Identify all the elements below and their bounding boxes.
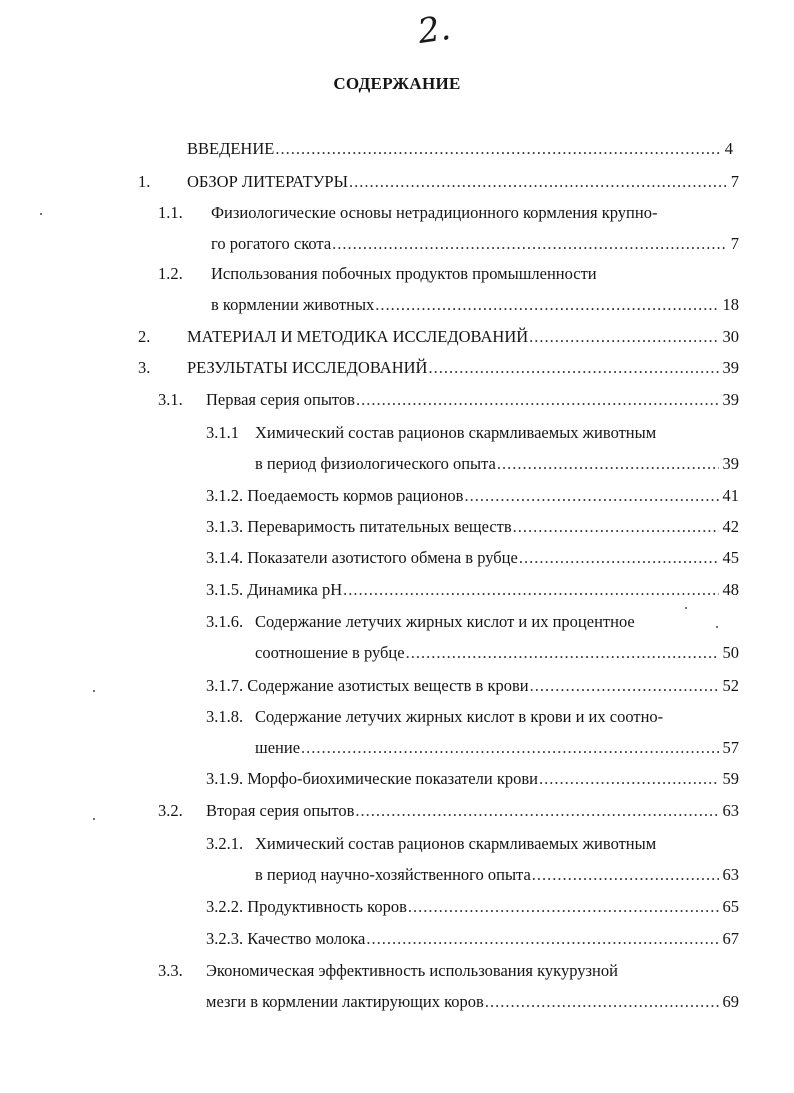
toc-page: 45 <box>722 548 739 567</box>
scan-speck <box>93 690 95 692</box>
toc-page: 48 <box>722 580 739 599</box>
toc-label-line1: Физиологические основы нетрадиционного кормления крупно- <box>211 203 658 222</box>
toc-page: 30 <box>722 327 739 346</box>
toc-leader <box>331 234 727 254</box>
toc-number: 3.3. <box>158 961 183 980</box>
toc-number: 3.2.3. <box>206 929 244 948</box>
toc-page: 65 <box>722 897 739 916</box>
toc-number: 1. <box>138 172 151 191</box>
toc-page: 4 <box>724 139 733 158</box>
toc-page: 7 <box>730 234 739 253</box>
page-title: СОДЕРЖАНИЕ <box>333 74 461 93</box>
toc-number: 1.1. <box>158 203 183 222</box>
toc-label-line1: Химический состав рационов скармливаемых животным <box>255 834 657 853</box>
toc-label: Вторая серия опытов <box>206 801 355 820</box>
toc-page: 42 <box>722 517 739 536</box>
toc-number: 3.1.7. <box>206 676 244 695</box>
toc-number: 3.1.4. <box>206 548 244 567</box>
toc-number: 3.2.2. <box>206 897 244 916</box>
toc-label: в кормлении животных <box>211 295 375 314</box>
toc-leader <box>427 358 718 378</box>
handwritten-page-number: 2. <box>415 7 454 53</box>
toc-number: 3.1.5. <box>206 580 244 599</box>
toc-leader <box>531 865 719 885</box>
toc-page: 59 <box>722 769 739 788</box>
toc-label-line1: Использования побочных продуктов промышленности <box>211 264 597 283</box>
toc-number: 3.1.6. <box>206 612 244 631</box>
toc-number: 3. <box>138 358 151 377</box>
toc-page: 57 <box>722 738 739 757</box>
toc-label: в период физиологического опыта <box>255 454 496 473</box>
toc-label: Динамика pH <box>247 580 343 599</box>
toc-label: Содержание азотистых веществ в крови <box>247 676 529 695</box>
toc-number: 3.2. <box>158 801 183 820</box>
scan-speck <box>93 818 95 820</box>
toc-page: 63 <box>722 801 739 820</box>
toc-leader <box>342 580 718 600</box>
toc-leader <box>405 643 719 663</box>
toc-label: в период научно-хозяйственного опыта <box>255 865 531 884</box>
toc-label: ВВЕДЕНИЕ <box>187 139 275 158</box>
toc-number: 3.1.9. <box>206 769 244 788</box>
toc-leader <box>463 486 718 506</box>
toc-leader <box>512 517 719 537</box>
toc-label-line1: Содержание летучих жирных кислот и их процентное <box>255 612 635 631</box>
toc-label: Первая серия опытов <box>206 390 355 409</box>
toc-leader <box>374 295 718 315</box>
toc-label: Продуктивность коров <box>247 897 407 916</box>
toc-label: РЕЗУЛЬТАТЫ ИССЛЕДОВАНИЙ <box>187 358 428 377</box>
scan-speck <box>716 626 718 628</box>
toc-leader <box>529 676 719 696</box>
toc-label-line1: Экономическая эффективность использования кукурузной <box>206 961 618 980</box>
toc-leader <box>496 454 719 474</box>
toc-leader <box>484 992 719 1012</box>
toc-leader <box>300 738 718 758</box>
toc-leader <box>355 390 719 410</box>
toc-page: 52 <box>722 676 739 695</box>
toc-label-line1: Химический состав рационов скармливаемых животным <box>255 423 657 442</box>
toc-leader <box>407 897 719 917</box>
toc-label: МАТЕРИАЛ И МЕТОДИКА ИССЛЕДОВАНИЙ <box>187 327 529 346</box>
toc-label-line1: Содержание летучих жирных кислот в крови и их соотно- <box>255 707 664 726</box>
toc-number: 3.2.1. <box>206 834 244 853</box>
toc-label: Качество молока <box>247 929 366 948</box>
toc-label: мезги в кормлении лактирующих коров <box>206 992 484 1011</box>
toc-leader <box>365 929 718 949</box>
toc-page: 67 <box>722 929 739 948</box>
toc-number: 1.2. <box>158 264 183 283</box>
toc-label: соотношение в рубце <box>255 643 405 662</box>
toc-label: Показатели азотистого обмена в рубце <box>247 548 518 567</box>
toc-label: го рогатого скота <box>211 234 332 253</box>
toc-label: Морфо-биохимические показатели крови <box>247 769 538 788</box>
toc-page: 63 <box>722 865 739 884</box>
toc-page: 18 <box>722 295 739 314</box>
toc-number: 3.1. <box>158 390 183 409</box>
toc-number: 3.1.3. <box>206 517 244 536</box>
toc-page: 7 <box>730 172 739 191</box>
toc-page: 39 <box>722 390 739 409</box>
scan-speck <box>685 607 687 609</box>
toc-page: 50 <box>722 643 739 662</box>
toc-page: 39 <box>722 358 739 377</box>
toc-number: 3.1.2. <box>206 486 244 505</box>
toc-number: 2. <box>138 327 151 346</box>
toc-leader <box>354 801 718 821</box>
toc-leader <box>538 769 719 789</box>
toc-leader <box>518 548 719 568</box>
toc-label: Переваримость питательных веществ <box>247 517 512 536</box>
toc-leader <box>348 172 727 192</box>
toc-label: Поедаемость кормов рационов <box>247 486 464 505</box>
toc-page: 39 <box>722 454 739 473</box>
toc-page: 41 <box>722 486 739 505</box>
toc-page: 69 <box>722 992 739 1011</box>
scan-speck <box>40 213 42 215</box>
toc-leader <box>274 139 720 159</box>
toc-number: 3.1.1 <box>206 423 239 442</box>
toc-leader <box>528 327 718 347</box>
toc-label: ОБЗОР ЛИТЕРАТУРЫ <box>187 172 348 191</box>
toc-label: шение <box>255 738 301 757</box>
toc-number: 3.1.8. <box>206 707 244 726</box>
